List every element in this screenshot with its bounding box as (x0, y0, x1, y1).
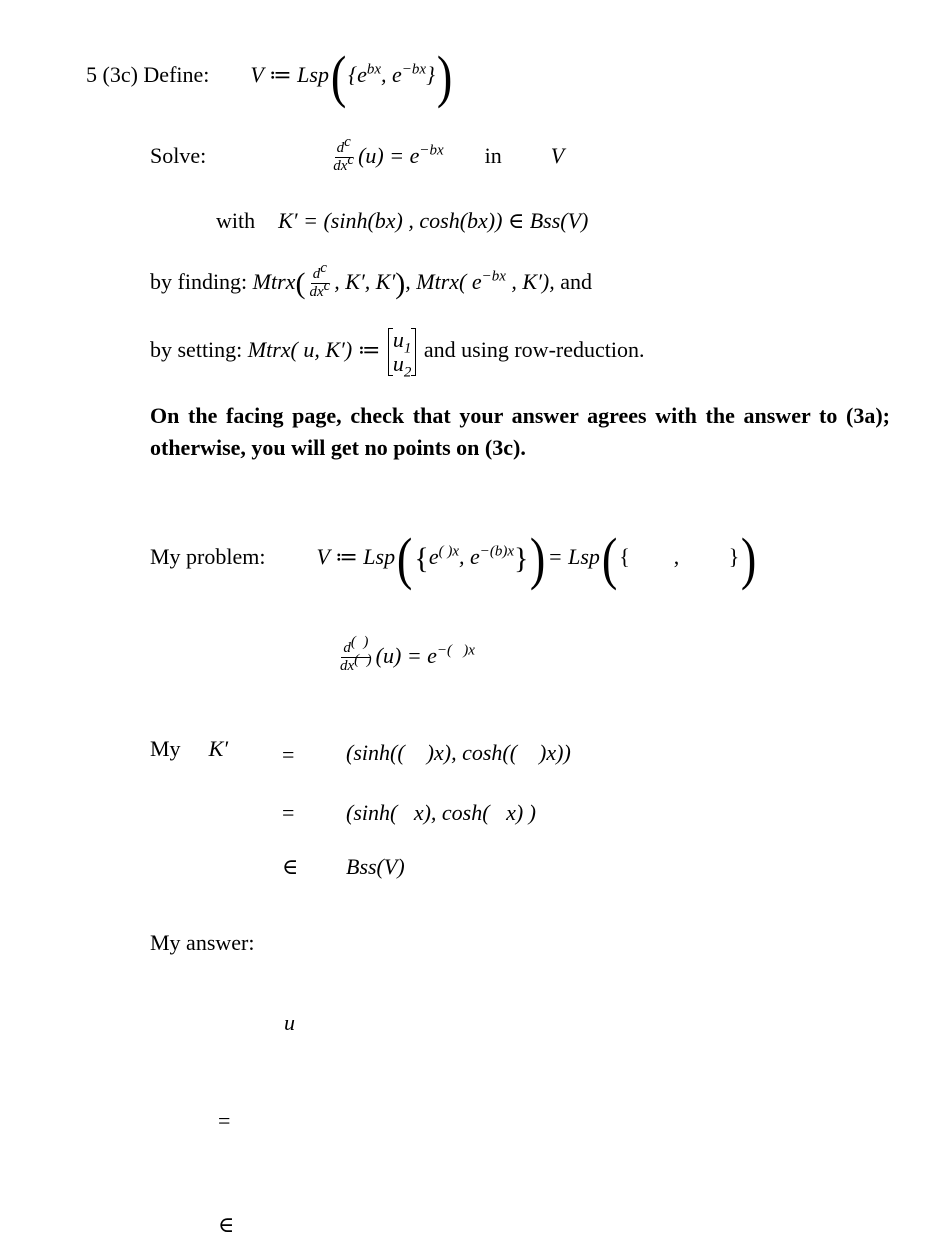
setting-lhs: Mtrx( u, K′) ≔ (247, 337, 381, 363)
answer-in: ∈ (218, 1212, 235, 1237)
with-line (216, 208, 588, 234)
solve-line (150, 134, 565, 176)
derivative-fraction: $\frac{d^c}{dx^c}$ (333, 134, 355, 175)
right-big-paren: ) (436, 44, 453, 109)
my-problem-set: $e^{( )x}$, $e^{-(b)x}$ (428, 543, 515, 570)
my-answer-label: My answer: (150, 930, 255, 955)
coordinate-vector: $u_1$ $u_2$ (388, 328, 417, 376)
my-basis-in: ∈ (282, 854, 299, 879)
my-problem-lhs: V ≔ Lsp (316, 544, 396, 570)
my-problem-equals-lsp: = Lsp (547, 544, 600, 570)
my-basis-name: K′ (208, 736, 229, 761)
my-basis-label: My K′ (150, 736, 229, 761)
answer-equals: = (218, 1108, 231, 1133)
setting-line (150, 327, 645, 381)
define-line (86, 44, 454, 109)
my-de-fraction[interactable]: $\frac{d^{( )}}{dx^{( )}}$ (340, 634, 372, 675)
my-problem-line: My problem: V ≔ $Lsp(\{e^{( )x}$, $e^{-(b)x}\})= Lsp$({ , }) (150, 526, 757, 591)
left-big-paren: ( (330, 44, 347, 109)
my-de-equation[interactable]: $(u) = e^{-( )x}$ (375, 642, 475, 668)
my-basis-row2[interactable]: (sinh( x), cosh( x) ) (346, 800, 536, 825)
solve-space: V (550, 142, 565, 168)
with-label: with (216, 208, 256, 233)
instruction-paragraph: On the facing page, check that your answer agrees with the answer to (3a); otherwise, you will get no points on (3c). (150, 403, 890, 460)
setting-rest: and using row-reduction. (423, 337, 645, 363)
my-problem-blank-set[interactable]: { , } (619, 544, 740, 570)
problem-number-label: 5 (3c) Define: (86, 62, 210, 88)
finding-label: by finding: (150, 268, 248, 294)
my-basis-eq1: = (282, 742, 295, 767)
solve-label: Solve: (150, 142, 207, 168)
finding-fraction: $\frac{d^c}{dx^c}$ (309, 260, 331, 301)
solve-equation: $(u) = e^{-bx}$ (358, 142, 444, 168)
answer-u: u (284, 1010, 295, 1035)
define-set: {$e^{bx}$, $e^{-bx}$} (348, 61, 435, 88)
with-basis: K′ = (sinh(bx) , cosh(bx)) ∈ Bss(V) (278, 208, 589, 233)
finding-mtrx1: Mtrx (252, 268, 296, 294)
my-problem-label: My problem: (150, 544, 266, 570)
solve-in: in (484, 142, 502, 168)
my-basis-eq2: = (282, 800, 295, 825)
setting-label: by setting: (150, 337, 243, 363)
my-de-line (336, 634, 475, 676)
define-lhs: V ≔ Lsp (250, 62, 329, 88)
finding-line: by finding: Mtrx( $\frac{d^c}{dx^c}$ , K′, K′), Mtrx( $e^{-bx}$ , K′), and (150, 260, 592, 301)
finding-and: and (560, 268, 592, 294)
my-basis-row3: Bss(V) (346, 854, 405, 879)
my-basis-row1[interactable]: (sinh(( )x), cosh(( )x)) (346, 740, 571, 765)
finding-mtrx2: , Mtrx( $e^{-bx}$ , K′), (405, 268, 555, 294)
